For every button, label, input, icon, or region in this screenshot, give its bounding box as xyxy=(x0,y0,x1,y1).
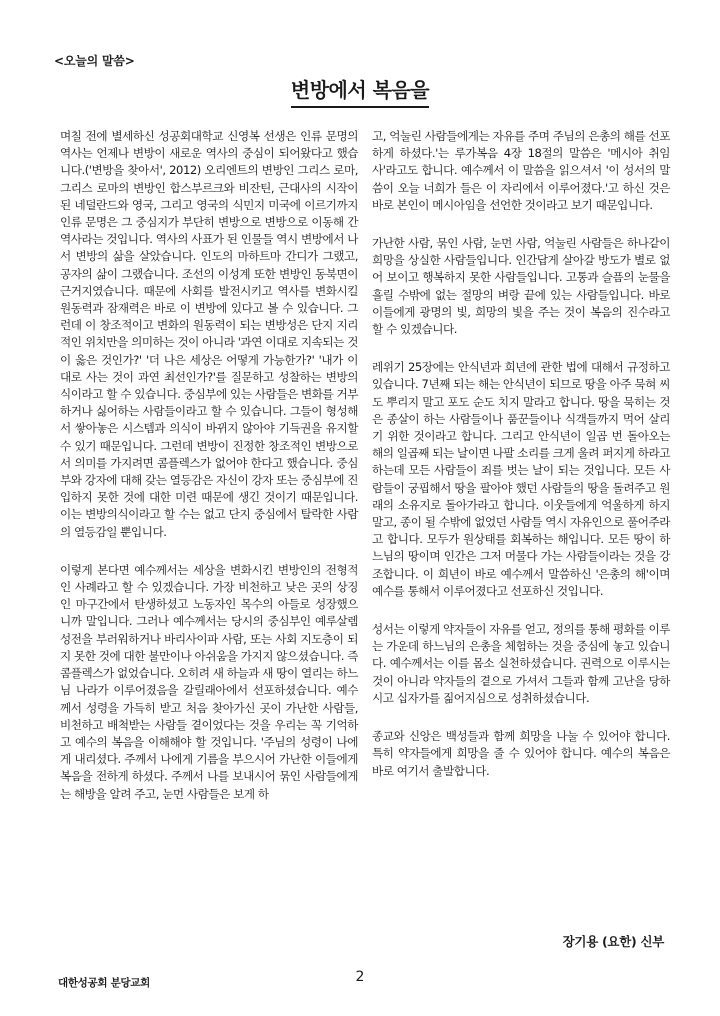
author-signature: 장기용 (요한) 신부 xyxy=(562,934,664,949)
title-area xyxy=(0,74,720,108)
paragraph: 이렇게 본다면 예수께서는 세상을 변화시킨 변방인의 전형적인 사례라고 할 수 있겠습니다. 가장 비천하고 낮은 곳의 상징인 마구간에서 탄생하셨고 노동자인 목수의 아들로 성장했으니까 말입니다. 그러나 예수께서는 당시의 중심부인 예루살렘 성전을 부러워하거나 바리사이파 사람, 또는 사회 지도층이 되지 못한 것에 대한 불만이나 아쉬움을 가지지 않으셨습니다. 즉 콤플렉스가 없었습니다. 오히려 새 하늘과 새 땅이 열리는 하느님 나라가 이루어졌음을 갈릴래아에서 선포하셨습니다. 예수께서 성령을 가득히 받고 처음 찾아가신 곳이 가난한 사람들, 비천하고 배척받는 사람들 곁이었다는 것을 우리는 꼭 기억하고 예수의 복음을 이해해야 할 것입니다. '주님의 성령이 나에게 내리셨다. 주께서 나에게 기름을 부으시어 가난한 이들에게 복음을 전하게 하셨다. 주께서 나를 보내시어 묶인 사람들에게는 해방을 알려 주고, 눈먼 사람들은 보게 하 xyxy=(60,562,358,801)
right-column xyxy=(372,128,670,801)
footer-church-name: 대한성공회 분당교회 xyxy=(58,977,150,989)
paragraph: 며칠 전에 별세하신 성공회대학교 신영복 선생은 인류 문명의 역사는 언제나 변방이 새로운 역사의 중심이 되어왔다고 했습니다.('변방을 찾아서', 2012) 오리엔트의 변방인 그리스 로마, 그리스 로마의 변방인 합스부르크와 비잔틴, 근대사의 시작이 된 네덜란드와 영국, 그리고 영국의 식민지 미국에 이르기까지 인류 문명은 그 중심지가 부단히 변방으로 변방으로 이동해 간 역사라는 것입니다. 역사의 사표가 된 인물들 역시 변방에서 나서 변방의 삶을 살았습니다. 인도의 마하트마 간디가 그랬고, 공자의 삶이 그랬습니다. 조선의 이성계 또한 변방인 동북면이 근거지였습니다. 때문에 사회를 발전시키고 역사를 변화시킬 원동력과 잠재력은 바로 이 변방에 있다고 볼 수 있습니다. 그런데 이 창조적이고 변화의 원동력이 되는 변방성은 단지 지리적인 위치만을 의미하는 것이 아니라 '과연 이대로 지속되는 것이 옳은 것인가?' '더 나은 세상은 어떻게 가능한가?' '내가 이대로 사는 것이 과연 최선인가?'를 질문하고 성찰하는 변방의식이라고 할 수 있습니다. 중심부에 있는 사람들은 변화를 거부하거나 싫어하는 사람들이라고 할 수 있습니다. 그들이 형성해서 쌓아놓은 시스템과 의식이 바뀌지 않아야 기득권을 유지할 수 있기 때문입니다. 그런데 변방이 진정한 창조적인 변방으로서 의미를 가지려면 콤플렉스가 없어야 한다고 했습니다. 중심부와 강자에 대해 갖는 열등감은 자신이 강자 또는 중심부에 진입하지 못한 것에 대한 미련 때문에 생긴 것이기 때문입니다. 이는 변방의식이라고 할 수는 없고 단지 중심에서 탈락한 사람의 열등감일 뿐입니다. xyxy=(60,129,358,539)
page-number: 2 xyxy=(355,969,365,985)
paragraph: 가난한 사람, 묶인 사람, 눈먼 사람, 억눌린 사람들은 하나같이 희망을 상실한 사람들입니다. 인간답게 살아갈 방도가 별로 없어 보이고 행복하지 못한 사람들입니다. 고통과 슬픔의 눈물을 흘릴 수밖에 없는 절망의 벼랑 끝에 있는 사람들입니다. 바로 이들에게 광명의 빛, 희망의 빛을 주는 것이 복음의 진수라고 할 수 있겠습니다. xyxy=(372,236,670,337)
paragraph: 종교와 신앙은 백성들과 함께 희망을 나눌 수 있어야 합니다. 특히 약자들에게 희망을 줄 수 있어야 합니다. 예수의 복음은 바로 여기서 출발합니다. xyxy=(372,729,670,778)
paragraph: 레위기 25장에는 안식년과 희년에 관한 법에 대해서 규정하고 있습니다. 7년째 되는 해는 안식년이 되므로 땅을 아주 묵혀 씨도 뿌리지 말고 포도 순도 치지 말라고 합니다. 땅을 묵히는 것은 종살이 하는 사람들이나 품꾼들이나 식객들까지 먹어 살리기 위한 것이라고 합니다. 그리고 안식년이 일곱 번 돌아오는 해의 일곱째 되는 날이면 나팔 소리를 크게 울려 퍼지게 하라고 하는데 모든 사람들이 죄를 벗는 날이 되는 것입니다. 모든 사람들이 궁핍해서 땅을 팔아야 했던 사람들의 땅을 돌려주고 원래의 소유지로 돌아가라고 합니다. 이웃들에게 억울하게 하지 말고, 종이 될 수밖에 없었던 사람들 역시 자유인으로 풀어주라고 합니다. 모두가 원상태를 회복하는 해입니다. 모든 땅이 하느님의 땅이며 인간은 그저 머물다 가는 사람들이라는 것을 강조합니다. 이 희년이 바로 예수께서 말씀하신 '은총의 해'이며 예수를 통해서 이루어졌다고 선포하신 것입니다. xyxy=(372,360,670,598)
left-column xyxy=(60,128,358,824)
section-label: <오늘의 말씀> xyxy=(54,54,135,68)
paragraph: 성서는 이렇게 약자들이 자유를 얻고, 정의를 통해 평화를 이루는 가운데 하느님의 은총을 체험하는 것을 중심에 놓고 있습니다. 예수께서는 이를 몸소 실천하셨습니다. 권력으로 이루시는 것이 아니라 약자들의 곁으로 가셔서 그들과 함께 고난을 당하시고 십자가를 짊어지심으로 성취하셨습니다. xyxy=(372,622,670,705)
paragraph: 고, 억눌린 사람들에게는 자유를 주며 주님의 은총의 해를 선포하게 하셨다.'는 루가복음 4장 18절의 말씀은 '메시아 취임사'라고도 합니다. 예수께서 이 말씀을 읽으셔서 '이 성서의 말씀이 오늘 너희가 들은 이 자리에서 이루어졌다.'고 하신 것은 바로 본인이 메시아임을 선언한 것이라고 보기 때문입니다. xyxy=(372,129,670,212)
sermon-title: 변방에서 복음을 xyxy=(291,74,429,108)
